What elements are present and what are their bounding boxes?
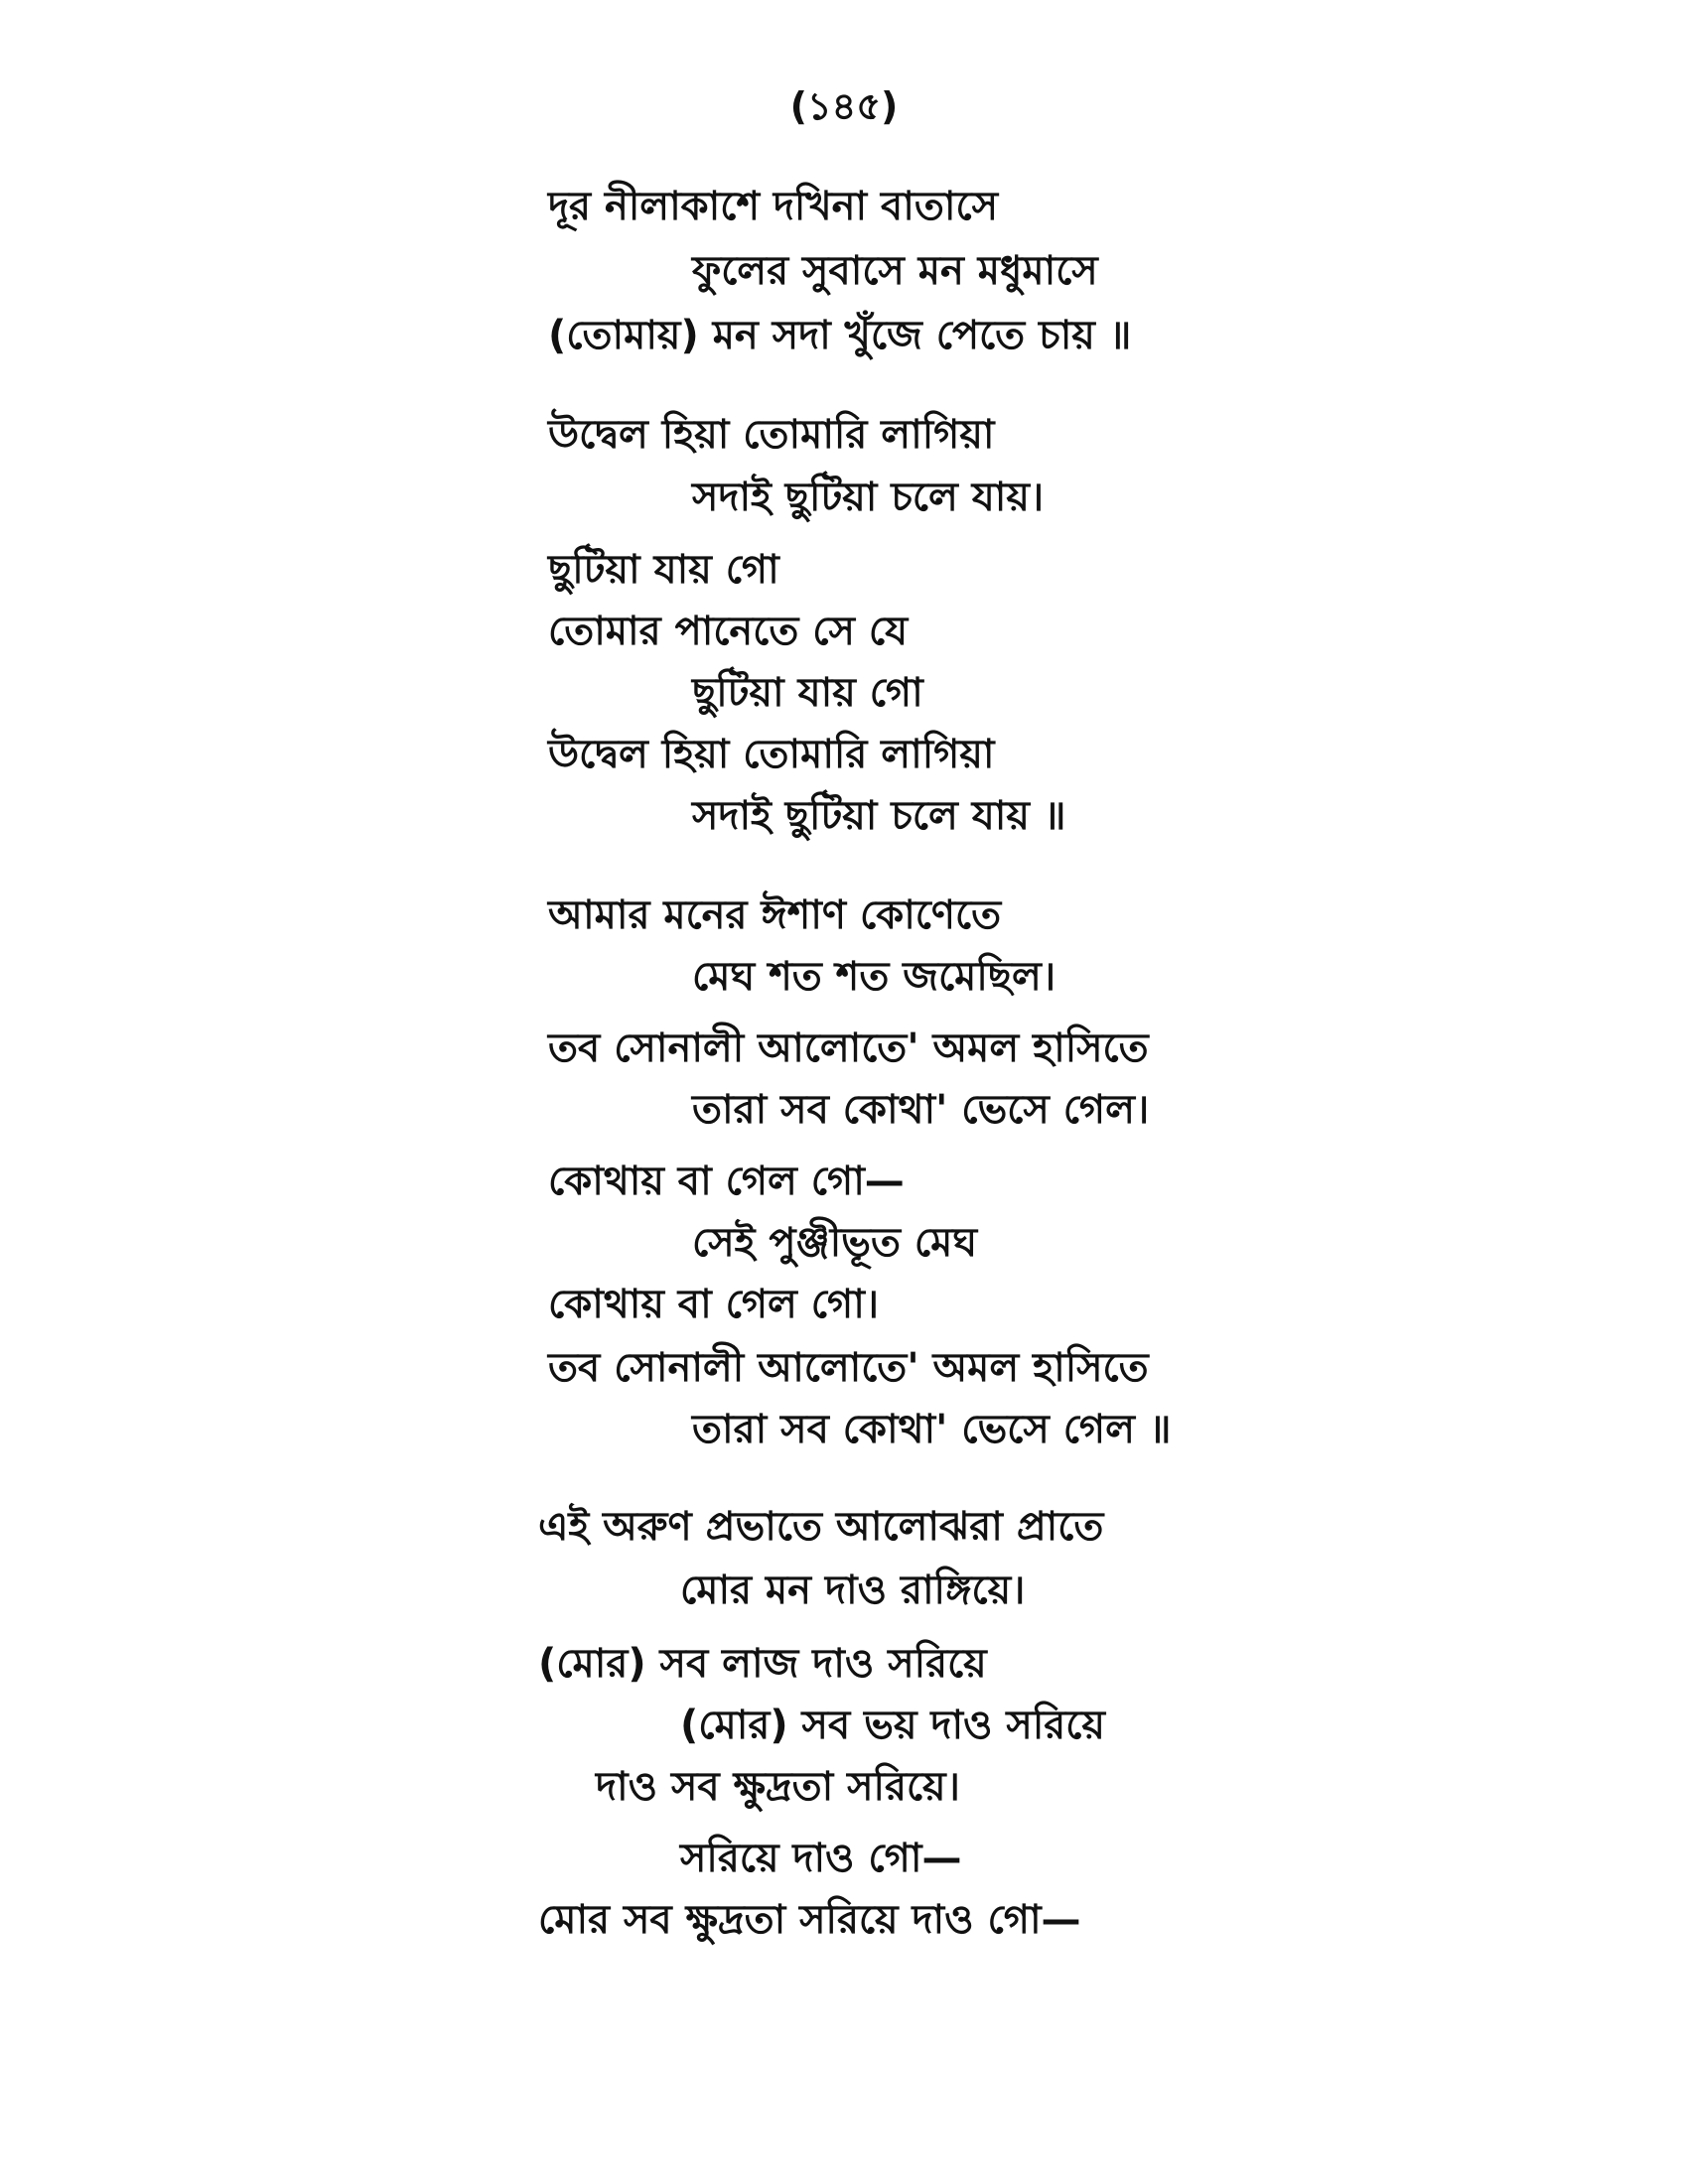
verse-line: সদাই ছুটিয়া চলে যায় ॥ bbox=[692, 793, 1066, 839]
verse-line: তারা সব কোথা' ভেসে গেল। bbox=[692, 1087, 1150, 1133]
verse-line: সদাই ছুটিয়া চলে যায়। bbox=[692, 475, 1045, 520]
verse-line: তোমার পানেতে সে যে bbox=[548, 609, 909, 654]
verse-line: কোথায় বা গেল গো। bbox=[548, 1282, 880, 1327]
page-number: (১৪৫) bbox=[789, 84, 899, 128]
verse-line: আমার মনের ঈশাণ কোণেতে bbox=[548, 892, 1002, 938]
verse-line: তব সোনালী আলোতে' অমল হাসিতে bbox=[548, 1345, 1149, 1391]
verse-line: কোথায় বা গেল গো— bbox=[548, 1159, 905, 1204]
verse-line: উদ্বেল হিয়া তোমারি লাগিয়া bbox=[548, 412, 995, 458]
verse-line: উদ্বেল হিয়া তোমারি লাগিয়া bbox=[548, 732, 995, 777]
verse-line: ছুটিয়া যায় গো bbox=[692, 670, 923, 716]
verse-line: দাও সব ক্ষুদ্রতা সরিয়ে। bbox=[596, 1764, 960, 1810]
verse-line: মোর সব ক্ষুদ্রতা সরিয়ে দাও গো— bbox=[538, 1897, 1081, 1943]
verse-line: (মোর) সব ভয় দাও সরিয়ে bbox=[680, 1703, 1105, 1748]
verse-line: সরিয়ে দাও গো— bbox=[680, 1836, 962, 1881]
verse-line: (তোমায়) মন সদা খুঁজে পেতে চায় ॥ bbox=[548, 313, 1132, 358]
verse-line: তারা সব কোথা' ভেসে গেল ॥ bbox=[692, 1407, 1172, 1452]
verse-line: তব সোনালী আলোতে' অমল হাসিতে bbox=[548, 1025, 1149, 1071]
verse-line: (মোর) সব লাজ দাও সরিয়ে bbox=[538, 1641, 987, 1687]
verse-line: ছুটিয়া যায় গো bbox=[548, 547, 779, 593]
verse-line: দূর নীলাকাশে দখিনা বাতাসে bbox=[548, 184, 999, 229]
verse-line: ফুলের সুবাসে মন মধুমাসে bbox=[692, 248, 1098, 294]
verse-line: মোর মন দাও রাঙ্গিয়ে। bbox=[680, 1568, 1026, 1613]
verse-line: এই অরুণ প্রভাতে আলোঝরা প্রাতে bbox=[538, 1504, 1104, 1550]
verse-line: মেঘ শত শত জমেছিল। bbox=[692, 954, 1056, 1000]
verse-line: সেই পুঞ্জীভূত মেঘ bbox=[692, 1220, 978, 1266]
